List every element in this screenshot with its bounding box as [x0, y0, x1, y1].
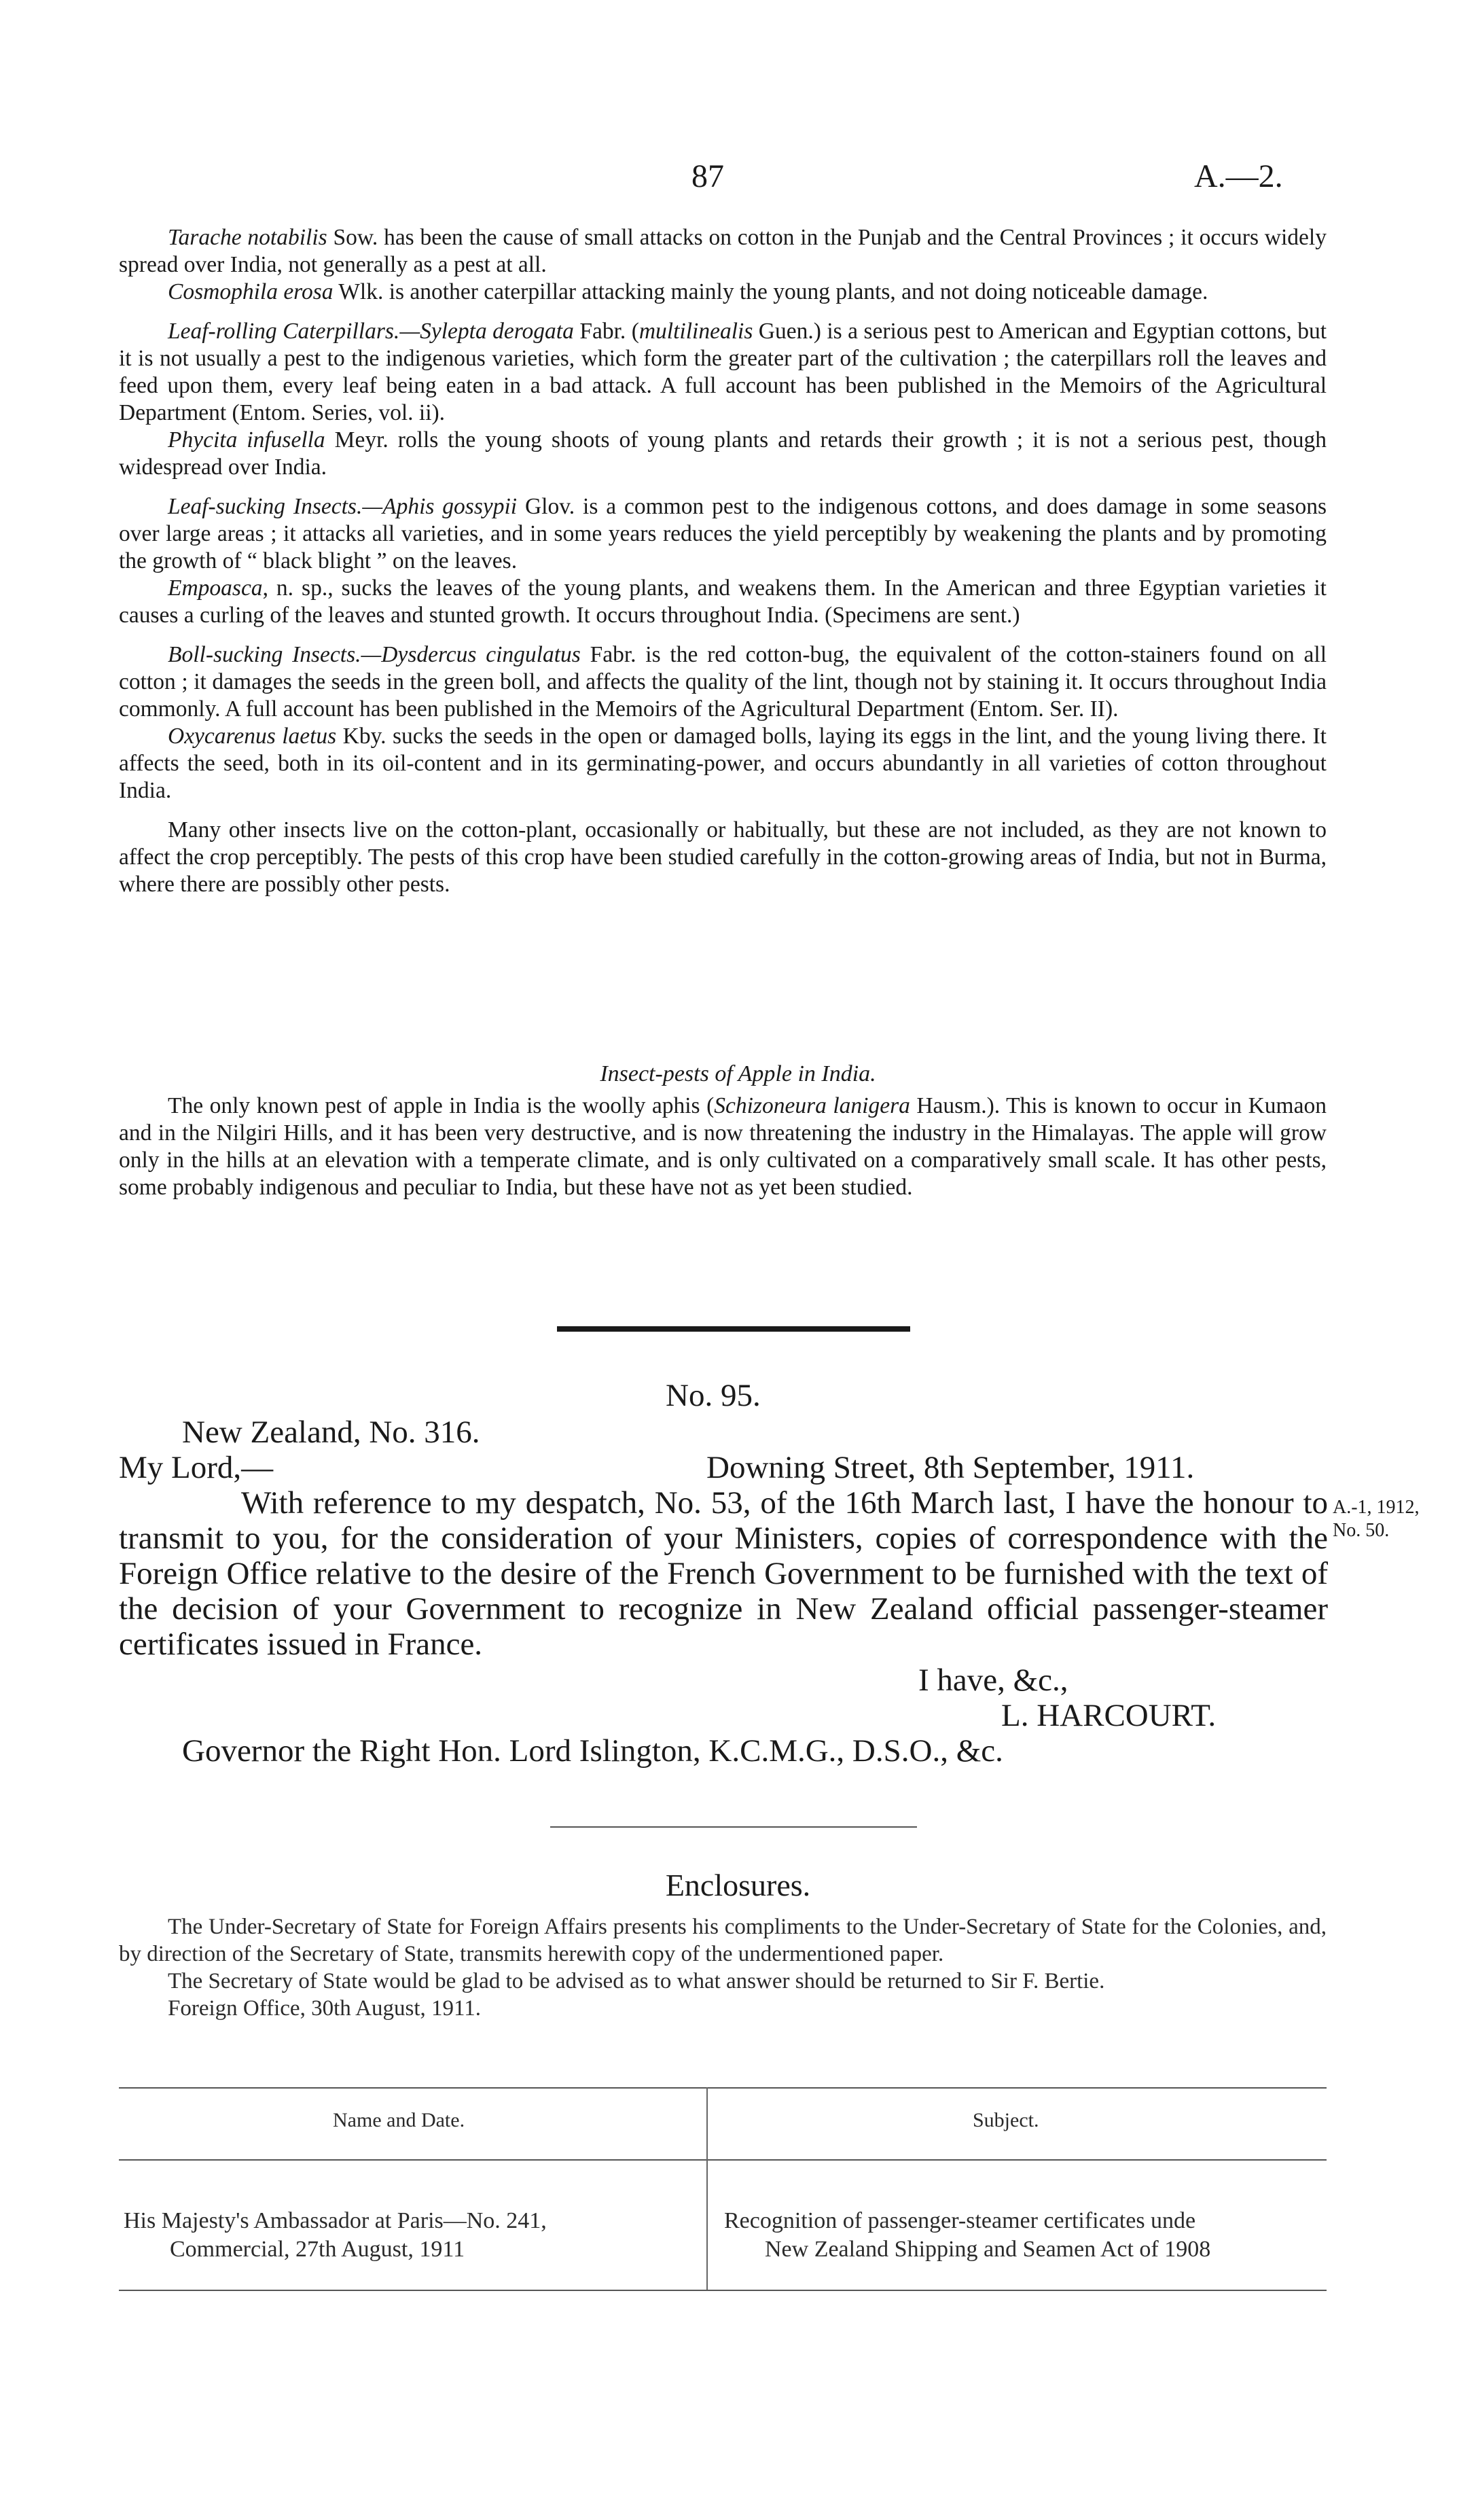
- margin-note-number: No. 50.: [1333, 1520, 1390, 1541]
- paragraph-leaf-rolling: Leaf-rolling Caterpillars.—Sylepta derogata Fabr. (multilinealis Guen.) is a serious pest to American and Egyptian cottons, but it is not usually a pest to the indigenous varieties, which form the greater part of the cultivation ; the caterpillars roll the leaves and feed upon them, every leaf being eaten in a bad attack. A full account has been published in the Memoirs of the Agricultural Department (Entom. Series, vol. ii).: [119, 319, 1327, 425]
- cotton-pests-section: [119, 224, 1327, 898]
- paragraph-tarache: Tarache notabilis Sow. has been the cause of small attacks on cotton in the Punjab and the Central Provinces ; it occurs widely spread over India, not generally as a pest at all.: [119, 225, 1327, 277]
- table-column-divider: [706, 2087, 708, 2291]
- despatch-number: No. 95.: [666, 1378, 761, 1413]
- enclosures-title: Enclosures.: [665, 1868, 811, 1902]
- apple-section: [119, 1093, 1327, 1201]
- table-bottom-rule: [119, 2290, 1327, 2291]
- nz-despatch-number: New Zealand, No. 316.: [182, 1415, 480, 1450]
- enclosure-paragraph-2: The Secretary of State would be glad to be advised as to what answer should be returned to Sir F. Bertie.: [168, 1969, 1105, 1993]
- despatch-body: With reference to my despatch, No. 53, of the 16th March last, I have the honour to transmit to you, for the consideration of your Ministers, copies of correspondence with the Foreign Office relative to the desire of the French Government to be furnished with the text of the decision of your Government to recognize in New Zealand official passenger-steamer certificates issued in France.: [119, 1485, 1328, 1662]
- addressee: Governor the Right Hon. Lord Islington, K.C.M.G., D.S.O., &c.: [182, 1733, 1003, 1769]
- paragraph-leaf-sucking: Leaf-sucking Insects.—Aphis gossypii Glov. is a common pest to the indigenous cottons, and does damage in some seasons over large areas ; it attacks all varieties, and in some years reduces the yield perceptibly by weakening the plants and by promoting the growth of “ black blight ” on the leaves.: [119, 494, 1327, 573]
- table-header-name-date: Name and Date.: [333, 2109, 465, 2131]
- signature: L. HARCOURT.: [1001, 1698, 1217, 1733]
- page-number: 87: [691, 158, 724, 194]
- paragraph-apple: The only known pest of apple in India is the woolly aphis (Schizoneura lanigera Hausm.). This is known to occur in Kumaon and in the Nilgiri Hills, and it has been very destructive, and is now threatening the industry in the Himalayas. The apple will grow only in the hills at an elevation with a temperate climate, and is only cultivated on a comparatively small scale. It has other pests, some probably indigenous and peculiar to India, but these have not as yet been studied.: [119, 1093, 1327, 1200]
- paragraph-boll-sucking: Boll-sucking Insects.—Dysdercus cingulatus Fabr. is the red cotton-bug, the equivalent of the cotton-stainers found on all cotton ; it damages the seeds in the green boll, and affects the quality of the lint, though not by staining it. It occurs throughout India commonly. A full account has been published in the Memoirs of the Agricultural Department (Entom. Ser. II).: [119, 642, 1327, 722]
- table-cell-name-line1: His Majesty's Ambassador at Paris—No. 241,: [124, 2208, 547, 2233]
- paragraph-cosmophila: Cosmophila erosa Wlk. is another caterpillar attacking mainly the young plants, and not doing noticeable damage.: [168, 279, 1208, 304]
- margin-note-reference: A.-1, 1912,: [1333, 1497, 1420, 1518]
- table-header-subject: Subject.: [973, 2109, 1039, 2131]
- apple-section-title: Insect-pests of Apple in India.: [600, 1061, 876, 1086]
- paragraph-oxycarenus: Oxycarenus laetus Kby. sucks the seeds in the open or damaged bolls, laying its eggs in the lint, and the young living there. It affects the seed, both in its oil-content and in its germinating-power, and occurs abundantly in all varieties of cotton throughout India.: [119, 724, 1327, 803]
- table-cell-subject-line2: New Zealand Shipping and Seamen Act of 1908: [765, 2237, 1211, 2262]
- closing: I have, &c.,: [918, 1663, 1068, 1698]
- enclosure-text: [119, 1913, 1327, 2022]
- table-header-rule: [119, 2159, 1327, 2161]
- enclosure-paragraph-1: The Under-Secretary of State for Foreign Affairs presents his compliments to the Under-Secretary of State for the Colonies, and, by direction of the Secretary of State, transmits herewith copy of the undermentioned paper.: [119, 1915, 1327, 1966]
- enclosure-dateline: Foreign Office, 30th August, 1911.: [168, 1996, 482, 2021]
- table-top-rule: [119, 2087, 1327, 2089]
- enclosures-divider: [550, 1826, 917, 1828]
- section-divider: [557, 1326, 910, 1332]
- paragraph-empoasca: Empoasca, n. sp., sucks the leaves of the young plants, and weakens them. In the American and three Egyptian varieties it causes a curling of the leaves and stunted growth. It occurs throughout India. (Specimens are sent.): [119, 575, 1327, 628]
- table-cell-subject-line1: Recognition of passenger-steamer certificates unde: [724, 2208, 1196, 2233]
- page-reference: A.—2.: [1194, 158, 1283, 194]
- salutation: My Lord,—: [119, 1450, 274, 1485]
- paragraph-many-other: Many other insects live on the cotton-plant, occasionally or habitually, but these are not included, as they are not known to affect the crop perceptibly. The pests of this crop have been studied carefully in the cotton-growing areas of India, but not in Burma, where there are possibly other pests.: [119, 817, 1327, 897]
- paragraph-phycita: Phycita infusella Meyr. rolls the young shoots of young plants and retards their growth ; it is not a serious pest, though widespread over India.: [119, 427, 1327, 480]
- place-date: Downing Street, 8th September, 1911.: [706, 1450, 1195, 1485]
- table-cell-name-line2: Commercial, 27th August, 1911: [170, 2237, 465, 2262]
